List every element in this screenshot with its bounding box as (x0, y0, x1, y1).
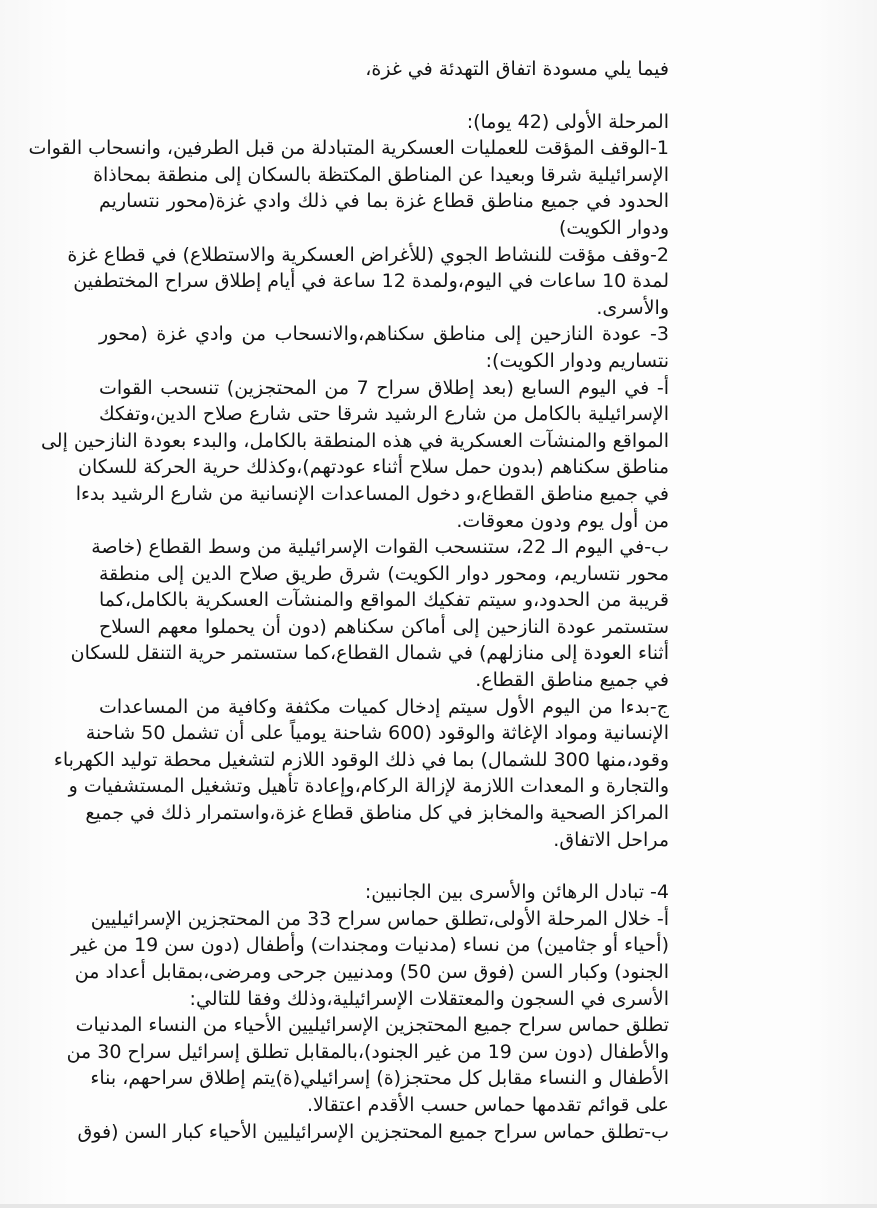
document-intro: فيما يلي مسودة اتفاق التهدئة في غزة، (365, 58, 669, 80)
clause-line: 2-وقف مؤقت للنشاط الجوي (للأغراض العسكرية والاستطلاع) في قطاع غزة (67, 243, 669, 266)
clause-line: والتجارة و المعدات اللازمة لإزالة الركام،وإعادة تأهيل وتشغيل المستشفيات و (68, 775, 669, 798)
clause-line: نتساريم ودوار الكويت): (485, 349, 669, 372)
clause-line: 4- تبادل الرهائن والأسرى بين الجانبين: (364, 881, 669, 904)
clause-3b (70, 534, 669, 694)
clause-line: الحدود في جميع مناطق قطاع غزة بما في ذلك وادي غزة(محور نتساريم (99, 190, 669, 213)
clause-3 (99, 321, 669, 374)
clause-line: الجنود) وكبار السن (فوق سن 50) ومدنيين جرحى ومرضى،بمقابل أعداد من (74, 961, 669, 983)
clause-line: الأطفال و النساء مقابل كل محتجز(ة) إسرائيلي(ة)يتم إطلاق سراحهم، بناء (90, 1067, 669, 1090)
clause-line: مناطق سكناهم (بدون حمل سلاح أثناء عودتهم)،وكذلك حرية الحركة للسكان (78, 456, 669, 479)
clause-3c (53, 694, 669, 854)
clause-line: محور نتساريم، ومحور دوار الكويت) شرق طريق صلاح الدين إلى منطقة (99, 562, 669, 585)
clause-line: المراكز الصحية والمخابز في كل مناطق قطاع غزة،واستمرار ذلك في جميع (85, 802, 669, 825)
clause-line: لمدة 10 ساعات في اليوم،ولمدة 12 ساعة في أيام إطلاق سراح المختطفين (73, 270, 669, 293)
clause-line: تطلق حماس سراح جميع المحتجزين الإسرائيليين الأحياء من النساء المدنيات (75, 1014, 669, 1037)
clause-line: الإسرائيلية شرقا وبعيدا عن المناطق المكتظة بالسكان إلى منطقة بمحاذاة (93, 163, 669, 186)
clause-4 (99, 879, 669, 906)
clause-line: أثناء العودة إلى منازلهم) في شمال القطاع،كما ستستمر حرية التنقل للسكان (70, 642, 669, 665)
clause-2 (67, 242, 669, 322)
clause-line: والأسرى. (596, 296, 669, 319)
clause-line: والأطفال (دون سن 19 من غير الجنود)،بالمقابل تطلق إسرائيل سراح 30 من (66, 1040, 669, 1063)
clause-line: 3- عودة النازحين إلى مناطق سكناهم،والانسحاب من وادي غزة (محور (99, 323, 669, 346)
section-spacer (99, 853, 669, 879)
clause-4b (77, 1119, 669, 1146)
clause-line: أ- خلال المرحلة الأولى،تطلق حماس سراح 33 من المحتجزين الإسرائيليين (90, 907, 669, 930)
clause-line: وقود،منها 300 للشمال) بما في ذلك الوقود اللازم لتشغيل محطة توليد الكهرباء (53, 748, 669, 771)
clause-line: قريبة من الحدود،و سيتم تفكيك المواقع والمنشآت العسكرية بالكامل،كما (99, 589, 669, 612)
clause-4a (66, 906, 669, 1119)
clause-line: ب-في اليوم الـ 22، ستنسحب القوات الإسرائيلية من وسط القطاع (خاصة (91, 536, 669, 559)
clause-line: ب-تطلق حماس سراح جميع المحتجزين الإسرائيليين الأحياء كبار السن (فوق (77, 1120, 669, 1143)
clause-line: 1-الوقف المؤقت للعمليات العسكرية المتبادلة من قبل الطرفين، وانسحاب القوات (28, 137, 669, 160)
clause-line: في جميع مناطق القطاع،و دخول المساعدات الإنسانية من شارع الرشيد بدءا (75, 482, 669, 505)
clause-line: في جميع مناطق القطاع. (475, 669, 669, 692)
clause-line: من أول يوم ودون معوقات. (456, 509, 669, 532)
clause-line: الأسرى في السجون والمعتقلات الإسرائيلية،وذلك وفقا للتالي: (189, 987, 669, 1010)
page-bottom-edge (0, 1204, 877, 1208)
clause-line: ستستمر عودة النازحين إلى أماكن سكناهم (دون أن يحملوا معهم السلاح (99, 615, 669, 638)
clause-line: المواقع والمنشآت العسكرية في هذه المنطقة بالكامل، والبدء بعودة النازحين إلى (40, 429, 669, 452)
phase-title: المرحلة الأولى (42 يوما): (466, 110, 669, 133)
clause-line: الإسرائيلية بالكامل من شارع الرشيد شرقا حتى شارع صلاح الدين،وتفكك (99, 403, 669, 426)
clause-1 (28, 135, 669, 241)
clause-line: أ- في اليوم السابع (بعد إطلاق سراح 7 من المحتجزين) تنسحب القوات (99, 376, 669, 399)
clause-line: ج-بدءا من اليوم الأول سيتم إدخال كميات مكثفة وكافية من المساعدات (99, 695, 669, 718)
clause-line: الإنسانية ومواد الإغاثة والوقود (600 شاحنة يومياً على أن تشمل 50 شاحنة (85, 722, 669, 745)
clause-line: مراحل الاتفاق. (553, 828, 669, 851)
clause-line: على قوائم تقدمها حماس حسب الأقدم اعتقالا. (306, 1093, 669, 1116)
ceasefire-draft-document (28, 56, 669, 1145)
clause-3a (40, 375, 669, 535)
clause-line: ودوار الكويت) (558, 216, 669, 239)
clause-line: (أحياء أو جثامين) من نساء (مدنيات ومجندات) وأطفال (دون سن 19 من غير (71, 934, 669, 957)
